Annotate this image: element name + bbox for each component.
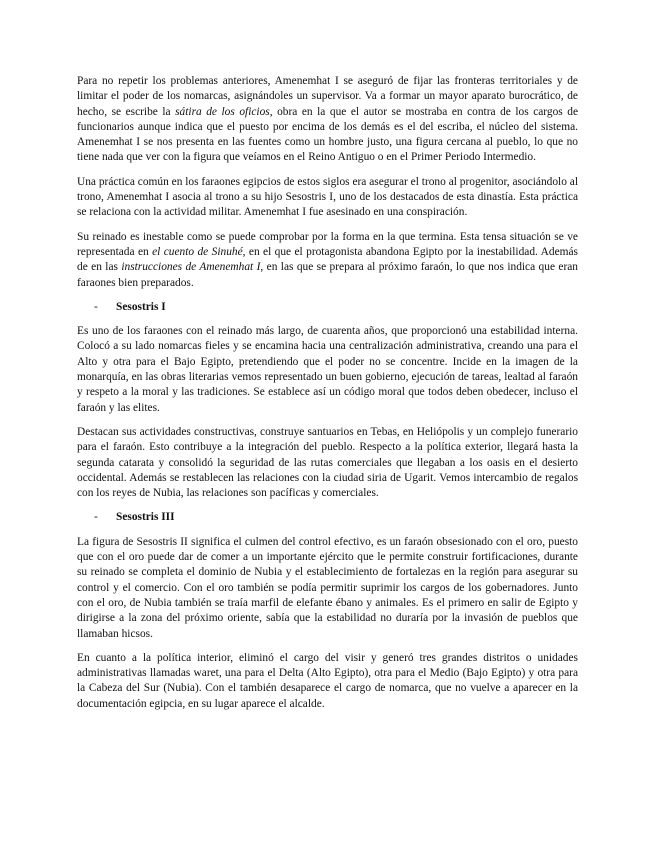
section-heading-sesostris-i xyxy=(77,300,578,315)
paragraph-sesostris-i-construction: Destacan sus actividades constructivas, construye santuarios en Tebas, en Heliópolis y un complejo funerario para el faraón. Esto contribuye a la integración del pueblo. Respecto a la política exterior, llegará hasta la segunda catarata y consolidó la seguridad de las rutas comerciales que llegaban a los oasis en el desierto occidental. Además se restablecen las relaciones con la ciudad siria de Ugarit. Vemos intercambio de regalos con los reyes de Nubia, las relaciones son pacíficas y comerciales. xyxy=(77,425,578,500)
paragraph-sesostris-i-reign: Es uno de los faraones con el reinado más largo, de cuarenta años, que proporcionó una estabilidad interna. Colocó a su lado nomarcas fieles y se encamina hacia una centralización administrativa, creando una para el Alto y otra para el Bajo Egipto, pretendiendo que el poder no se concentre. Incide en la imagen de la monarquía, en las obras literarias vemos representado un buen gobierno, ejecución de tareas, lealtad al faraón y respeto a la moral y las tradiciones. Se establece así un código moral que todos deben obedecer, incluso el faraón y las elites. xyxy=(77,325,578,414)
text-run: , en las que se prepara al próximo faraón, lo que nos indica que eran faraones bien preparados. xyxy=(77,261,578,289)
text-run: , en el que el protagonista abandona Egipto por la inestabilidad. Además de en las xyxy=(77,245,578,274)
list-dash: - xyxy=(94,511,98,524)
text-run: Su reinado es inestable como se puede comprobar por la forma en la que termina. Esta tensa situación se ve representada en xyxy=(77,230,578,258)
italic-title-sinuhe: el cuento de Sinuhé xyxy=(152,245,243,258)
paragraph-coregency: Una práctica común en los faraones egipcios de estos siglos era asegurar el trono al progenitor, asociándolo al trono, Amenemhat I asocia al trono a su hijo Sesostris I, uno de los destacados de esta dinastía. Esta práctica se relaciona con la actividad militar. Amenemhat I fue asesinado en una conspiración. xyxy=(77,175,578,219)
text-run: , obra en la que el autor se mostraba en contra de los cargos de funcionarios aunque indica que el puesto por encima de los demás es el del escriba, el núcleo del sistema. Amenemhat I se nos presenta en las fuentes como un hombre justo, una figura cercana al pueblo, lo que no tiene nada que ver con la figura que veíamos en el Reino Antiguo o en el Primer Periodo Intermedio. xyxy=(77,105,578,164)
heading-title: Sesostris I xyxy=(116,300,166,313)
document-page xyxy=(77,74,578,721)
paragraph-unstable-reign xyxy=(77,230,578,291)
paragraph-amenemhat-borders xyxy=(77,74,578,166)
italic-title-satira: sátira de los oficios xyxy=(175,105,270,118)
text-run: Para no repetir los problemas anteriores, Amenemhat I se aseguró de fijar las fronteras territoriales y de limitar el poder de los nomarcas, asignándoles un supervisor. Va a formar un mayor aparato burocrático, de hecho, se escribe la xyxy=(77,75,578,118)
paragraph-sesostris-iii-interior: En cuanto a la política interior, eliminó el cargo del visir y generó tres grandes distritos o unidades administrativas llamadas waret, una para el Delta (Alto Egipto), otra para el Medio (Bajo Egipto) y otra para la Cabeza del Sur (Nubia). Con el también desaparece el cargo de nomarca, que no vuelve a aparecer en la documentación egipcia, en su lugar aparece el alcalde. xyxy=(77,651,578,710)
section-heading-sesostris-iii xyxy=(77,510,578,525)
heading-title: Sesostris III xyxy=(116,511,175,524)
paragraph-sesostris-iii-gold: La figura de Sesostris II significa el culmen del control efectivo, es un faraón obsesionado con el oro, puesto que con el oro puede dar de comer a un importante ejército que le permite construir fortificaciones, durante su reinado se completa el dominio de Nubia y el establecimiento de fortalezas en la región para asegurar su control y el comercio. Con el oro también se podía permitir suprimir los cargos de los gobernadores. Junto con el oro, de Nubia también se traía marfil de elefante ébano y animales. Es el primero en salir de Egipto y dirigirse a la zona del próximo oriente, sabía que la estabilidad no duraría por la invasión de pueblos que llamaban hicsos. xyxy=(77,535,578,640)
list-dash: - xyxy=(94,300,98,313)
italic-title-instrucciones: instrucciones de Amenemhat I xyxy=(121,261,261,274)
